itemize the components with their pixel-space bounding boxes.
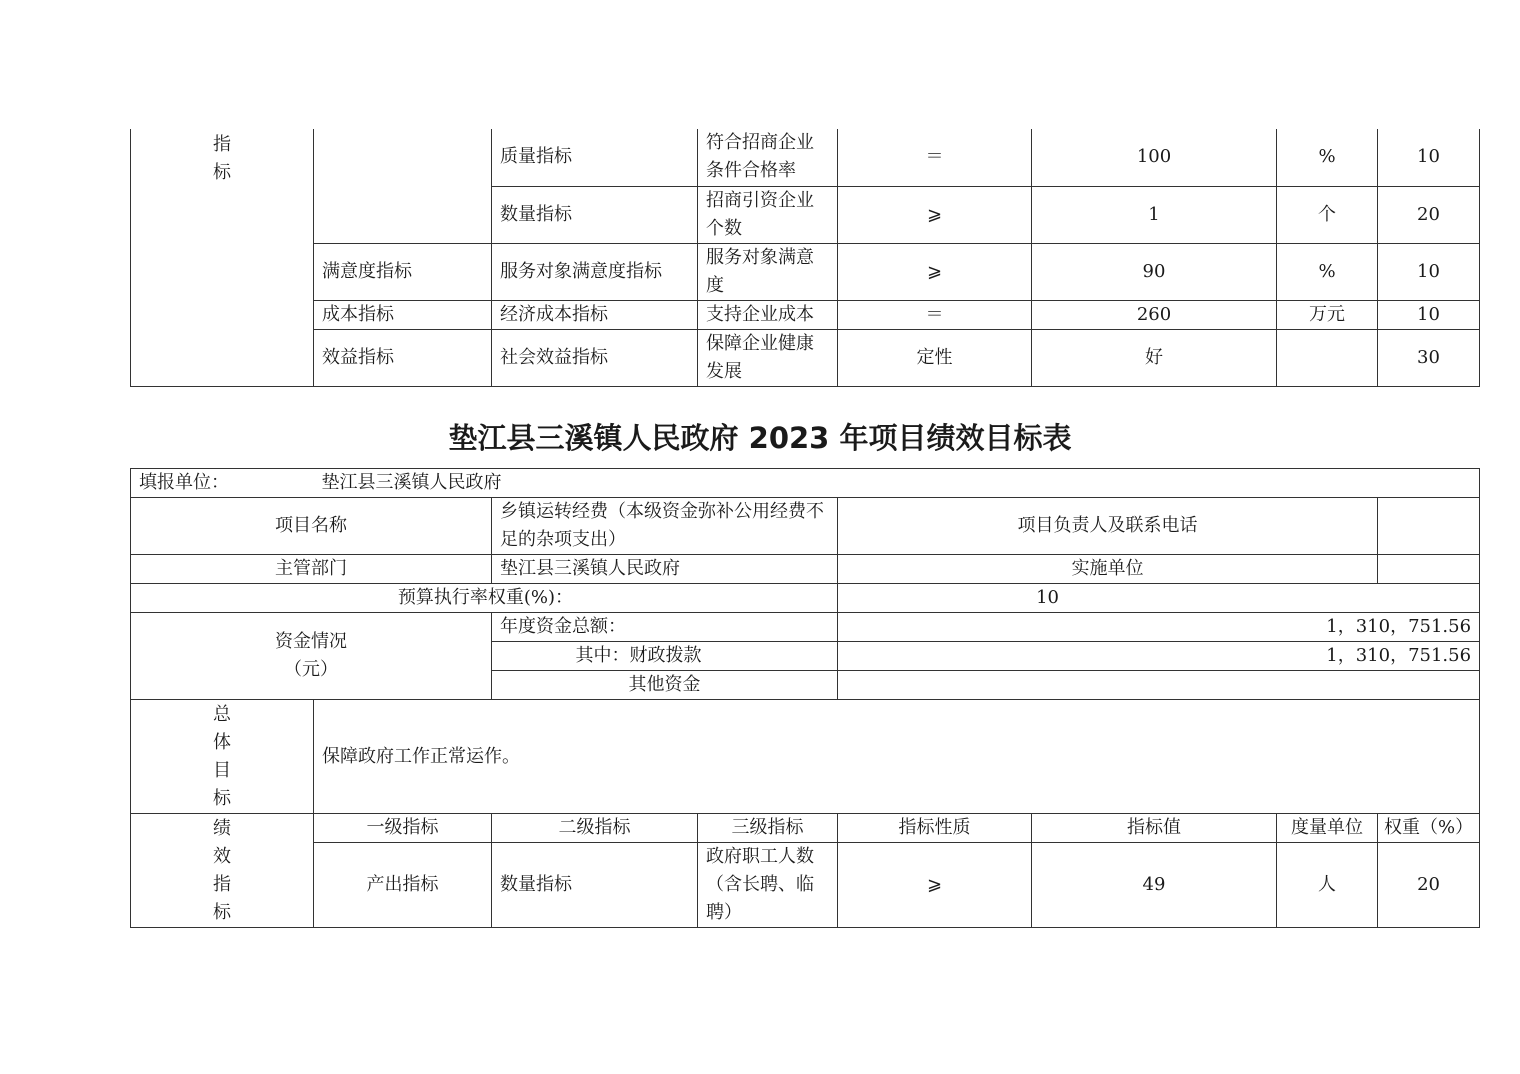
- impl-value: [1378, 555, 1480, 584]
- level3-cell: 保障企业健康发展: [698, 329, 838, 386]
- fiscal-label: 其中：财政拨款: [492, 642, 838, 671]
- value-cell: 100: [1032, 129, 1277, 186]
- nature-cell: ＝: [838, 129, 1032, 186]
- other-label: 其他资金: [492, 671, 838, 700]
- level1-cell: 成本指标: [314, 300, 492, 329]
- level3-cell: 招商引资企业个数: [698, 186, 838, 243]
- level2-cell: 服务对象满意度指标: [492, 243, 698, 300]
- fill-unit-label: 填报单位：: [131, 469, 314, 498]
- value-cell: 1: [1032, 186, 1277, 243]
- header-value: 指标值: [1032, 814, 1277, 843]
- unit-cell: [1277, 329, 1378, 386]
- weight-cell: 20: [1378, 186, 1480, 243]
- unit-cell: %: [1277, 243, 1378, 300]
- continued-indicator-table: [130, 129, 1480, 387]
- unit-cell: 人: [1277, 843, 1378, 928]
- weight-cell: 10: [1378, 243, 1480, 300]
- value-cell: 好: [1032, 329, 1277, 386]
- level2-cell: 数量指标: [492, 843, 698, 928]
- value-cell: 49: [1032, 843, 1277, 928]
- weight-cell: 10: [1378, 129, 1480, 186]
- budget-rate-value: 10: [838, 584, 1480, 613]
- page-title: 垫江县三溪镇人民政府 2023 年项目绩效目标表: [448, 421, 1072, 455]
- impl-label: 实施单位: [838, 555, 1378, 584]
- fiscal-value: 1，310，751.56: [838, 642, 1480, 671]
- level3-cell: 支持企业成本: [698, 300, 838, 329]
- dept-label: 主管部门: [131, 555, 492, 584]
- header-unit: 度量单位: [1277, 814, 1378, 843]
- nature-cell: ⩾: [838, 186, 1032, 243]
- header-level2: 二级指标: [492, 814, 698, 843]
- nature-cell: 定性: [838, 329, 1032, 386]
- contact-value: [1378, 498, 1480, 555]
- perf-side-label: 绩 效 指 标: [131, 814, 314, 928]
- fill-unit-value: 垫江县三溪镇人民政府: [314, 469, 1480, 498]
- header-nature: 指标性质: [838, 814, 1032, 843]
- level1-cell: 满意度指标: [314, 243, 492, 300]
- nature-cell: ⩾: [838, 243, 1032, 300]
- performance-target-table: [130, 468, 1480, 928]
- indicator-side-label: 指 标: [131, 129, 314, 386]
- header-level3: 三级指标: [698, 814, 838, 843]
- unit-cell: 万元: [1277, 300, 1378, 329]
- level3-cell: 服务对象满意度: [698, 243, 838, 300]
- goal-text: 保障政府工作正常运作。: [314, 700, 1480, 814]
- project-name-label: 项目名称: [131, 498, 492, 555]
- value-cell: 90: [1032, 243, 1277, 300]
- weight-cell: 30: [1378, 329, 1480, 386]
- other-value: [838, 671, 1480, 700]
- unit-cell: %: [1277, 129, 1378, 186]
- nature-cell: ⩾: [838, 843, 1032, 928]
- budget-rate-label: 预算执行率权重(%)：: [131, 584, 838, 613]
- level2-cell: 经济成本指标: [492, 300, 698, 329]
- weight-cell: 20: [1378, 843, 1480, 928]
- value-cell: 260: [1032, 300, 1277, 329]
- project-name-value: 乡镇运转经费（本级资金弥补公用经费不足的杂项支出）: [492, 498, 838, 555]
- annual-total-value: 1，310，751.56: [838, 613, 1480, 642]
- dept-value: 垫江县三溪镇人民政府: [492, 555, 838, 584]
- unit-cell: 个: [1277, 186, 1378, 243]
- level1-cell: 效益指标: [314, 329, 492, 386]
- level2-cell: 社会效益指标: [492, 329, 698, 386]
- annual-total-label: 年度资金总额：: [492, 613, 838, 642]
- header-level1: 一级指标: [314, 814, 492, 843]
- level1-cell: 产出指标: [314, 843, 492, 928]
- level2-cell: 数量指标: [492, 186, 698, 243]
- contact-label: 项目负责人及联系电话: [838, 498, 1378, 555]
- weight-cell: 10: [1378, 300, 1480, 329]
- level3-cell: 政府职工人数（含长聘、临聘）: [698, 843, 838, 928]
- level2-cell: 质量指标: [492, 129, 698, 186]
- fund-label: 资金情况 （元）: [131, 613, 492, 700]
- level1-cell: [314, 129, 492, 243]
- level3-cell: 符合招商企业条件合格率: [698, 129, 838, 186]
- header-weight: 权重（%）: [1378, 814, 1480, 843]
- goal-side-label: 总 体 目 标: [131, 700, 314, 814]
- nature-cell: ＝: [838, 300, 1032, 329]
